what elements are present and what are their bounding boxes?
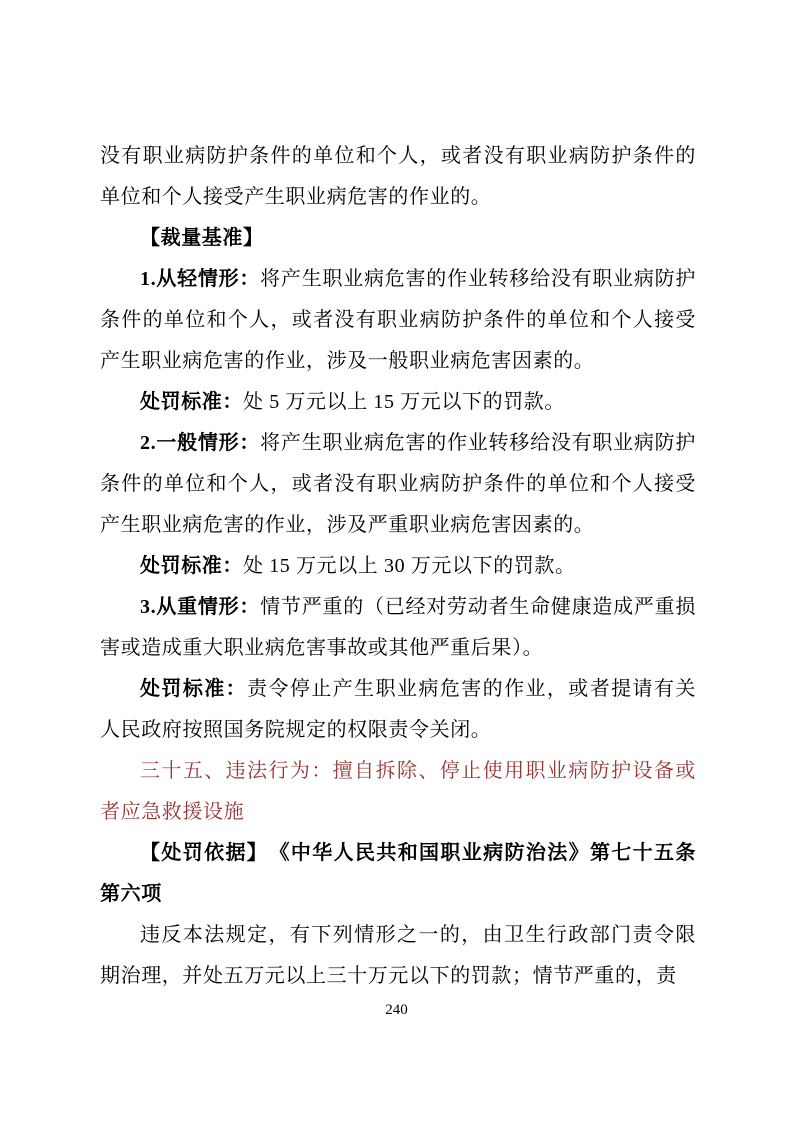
section-heading-penalty-basis (100, 833, 696, 915)
text-run: 没有职业病防护条件的单位和个人，或者没有职业病防护条件的单位和个人接受产生职业病危害的作业的。 (100, 145, 696, 208)
heading-text: 【裁量基准】 (140, 227, 264, 249)
paragraph-continuation (100, 136, 696, 218)
run-label: 处罚标准： (140, 678, 248, 700)
text-run: 将产生职业病危害的作业转移给没有职业病防护条件的单位和个人，或者没有职业病防护条件的单位和个人接受产生职业病危害的作业，涉及一般职业病危害因素的。 (100, 268, 696, 372)
page-number: 240 (385, 1002, 408, 1018)
text-run: 责令停止产生职业病危害的作业，或者提请有关人民政府按照国务院规定的权限责令关闭。 (100, 678, 696, 741)
run-label: 2.一般情形： (140, 432, 261, 454)
text-run: 违反本法规定，有下列情形之一的，由卫生行政部门责令限期治理，并处五万元以上三十万元以下的罚款；情节严重的，责 (100, 924, 696, 987)
paragraph-penalty-standard-1 (100, 382, 696, 423)
run-label: 处罚标准： (140, 555, 243, 577)
heading-text: 三十五、违法行为：擅自拆除、停止使用职业病防护设备或者应急救援设施 (100, 760, 696, 823)
run-label: 3.从重情形： (140, 596, 261, 618)
paragraph-penalty-standard-3 (100, 669, 696, 751)
heading-text: 【处罚依据】 《中华人民共和国职业病防治法》第七十五条第六项 (100, 842, 696, 905)
text-run: 处 15 万元以上 30 万元以下的罚款。 (243, 555, 576, 577)
paragraph-light-circumstance (100, 259, 696, 382)
run-label: 1.从轻情形： (140, 268, 261, 290)
paragraph-law-citation (100, 915, 696, 997)
paragraph-severe-circumstance (100, 587, 696, 669)
paragraph-general-circumstance (100, 423, 696, 546)
run-label: 处罚标准： (140, 391, 243, 413)
section-heading-violation-35 (100, 751, 696, 833)
document-body (100, 136, 696, 997)
text-run: 情节严重的（已经对劳动者生命健康造成严重损害或造成重大职业病危害事故或其他严重后果）。 (100, 596, 696, 659)
section-heading-discretion-basis (100, 218, 696, 259)
paragraph-penalty-standard-2 (100, 546, 696, 587)
text-run: 处 5 万元以上 15 万元以下的罚款。 (243, 391, 565, 413)
text-run: 将产生职业病危害的作业转移给没有职业病防护条件的单位和个人，或者没有职业病防护条件的单位和个人接受产生职业病危害的作业，涉及严重职业病危害因素的。 (100, 432, 696, 536)
